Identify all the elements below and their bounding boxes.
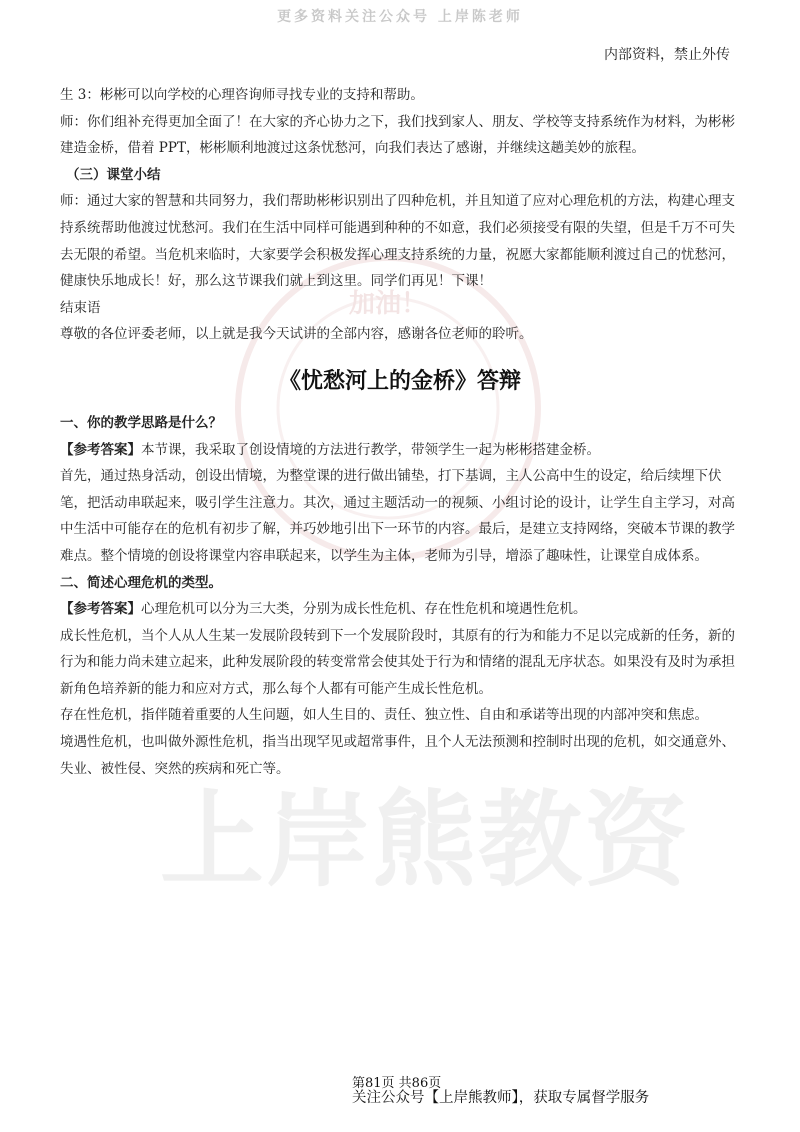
closing-label: 结束语 — [60, 299, 101, 316]
closing-text: 尊敬的各位评委老师，以上就是我今天试讲的全部内容，感谢各位老师的聆听。 — [60, 326, 533, 343]
situational-crisis-paragraph: 境遇性危机，也叫做外源性危机，指当出现罕见或超常事件，且个人无法预测和控制时出现的危机，如交通意外、失业、被性侵、突然的疾病和死亡等。 — [60, 734, 735, 777]
document-body — [60, 82, 740, 782]
brand-watermark-text: 上岸熊教资 — [160, 779, 691, 901]
question-1-answer-intro — [60, 437, 740, 464]
summary-heading: （三）课堂小结 — [66, 166, 161, 183]
answer-intro-text: 本节课，我采取了创设情境的方法进行教学，带领学生一起为彬彬搭建金桥。 — [141, 441, 600, 458]
top-banner-watermark: 更多资料关注公众号 上岸陈老师 — [277, 9, 523, 25]
question-2-answer-intro — [60, 596, 740, 623]
growth-crisis-paragraph: 成长性危机，当个人从人生某一发展阶段转到下一个发展阶段时，其原有的行为和能力不足以完成新的任务，新的行为和能力尚未建立起来，此种发展阶段的转变常常会使其处于行为和情绪的混乱无序状态。如果没有及时为承担新角色培养新的能力和应对方式，那么每个人都有可能产生成长性危机。 — [60, 627, 735, 697]
student-3-response: 生 3：彬彬可以向学校的心理咨询师寻找专业的支持和帮助。 — [60, 87, 424, 103]
question-1-answer-body: 首先，通过热身活动，创设出情境，为整堂课的进行做出铺垫，打下基调，主人公高中生的设定，给后续埋下伏笔，把活动串联起来，吸引学生注意力。其次，通过主题活动一的视频、小组讨论的设计，让学生自主学习，对高中生活中可能存在的危机有初步了解，并巧妙地引出下一环节的内容。最后，是建立支持网络，突破本节课的教学难点。整个情境的创设将课堂内容串联起来，以学生为主体，老师为引导，增添了趣味性，让课堂自成体系。 — [60, 468, 735, 564]
teacher-reply: 师：你们组补充得更加全面了！在大家的齐心协力之下，我们找到家人、朋友、学校等支持系统作为材料，为彬彬建造金桥，借着 PPT，彬彬顺利地渡过这条忧愁河，向我们表达了感谢，并继续这趟美妙的旅程。 — [60, 113, 735, 157]
page-number: 第81页 共86页 — [352, 1076, 442, 1091]
question-2-heading: 二、简述心理危机的类型。 — [60, 574, 222, 591]
answer-tag: 【参考答案】 — [60, 441, 141, 458]
footer-promo-note: 关注公众号【上岸熊教师】，获取专属督学服务 — [352, 1090, 650, 1106]
existential-crisis-paragraph: 存在性危机，指伴随着重要的人生问题，如人生目的、责任、独立性、自由和承诺等出现的内部冲突和焦虑。 — [60, 707, 708, 724]
answer-intro-text: 心理危机可以分为三大类，分别为成长性危机、存在性危机和境遇性危机。 — [141, 601, 587, 618]
internal-use-notice: 内部资料，禁止外传 — [604, 47, 730, 63]
badge-text: 加油！ — [348, 289, 428, 319]
answer-tag: 【参考答案】 — [60, 601, 141, 618]
defense-title: 《忧愁河上的金桥》答辩 — [278, 367, 521, 394]
summary-text: 师：通过大家的智慧和共同努力，我们帮助彬彬识别出了四种危机，并且知道了应对心理危机的方法，构建心理支持系统帮助他渡过忧愁河。我们在生活中同样可能遇到种种的不如意，我们必须接受有限的失望，但是千万不可失去无限的希望。当危机来临时，大家要学会积极发挥心理支持系统的力量，祝愿大家都能顺利渡过自己的忧愁河，健康快乐地成长！好，那么这节课我们就上到这里。同学们再见！下课！ — [60, 193, 735, 290]
question-1-heading: 一、你的教学思路是什么？ — [60, 414, 222, 431]
